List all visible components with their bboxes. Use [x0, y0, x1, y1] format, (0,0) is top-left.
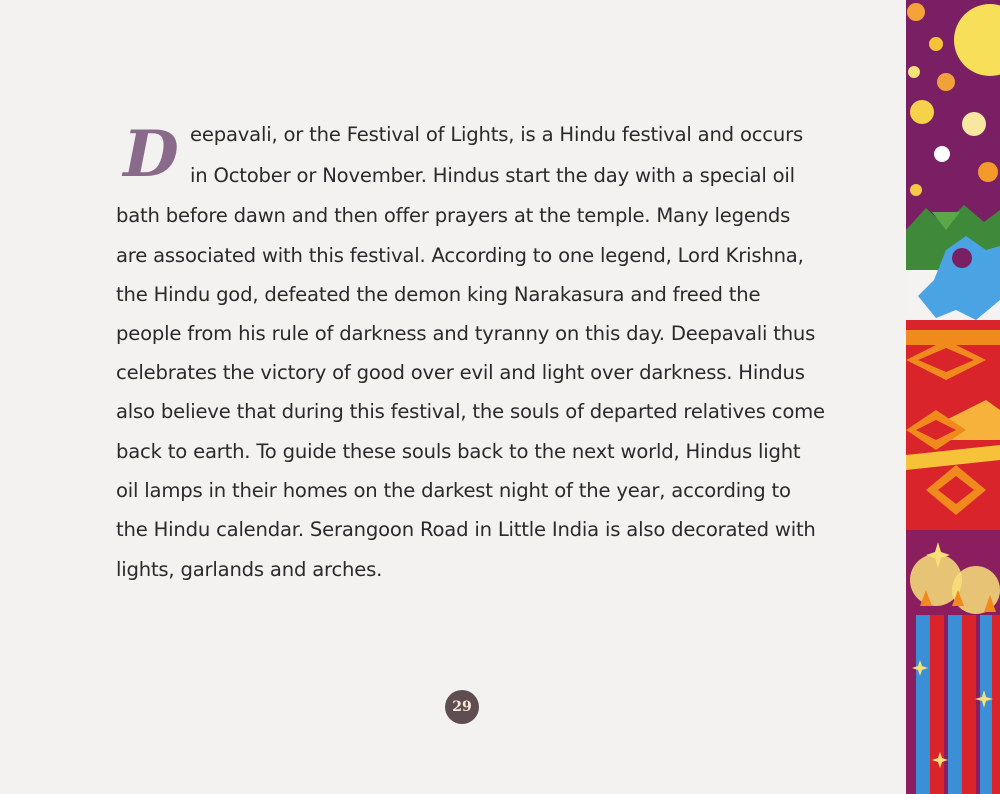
body-text-line: lights, garlands and arches. [116, 558, 383, 581]
body-text-line: oil lamps in their homes on the darkest night of the year, according to [116, 479, 791, 502]
body-text-line: also believe that during this festival, the souls of departed relatives come [116, 400, 825, 423]
body-text-line: back to earth. To guide these souls back to the next world, Hindus light [116, 440, 801, 463]
page-number-badge: 29 [445, 690, 479, 724]
body-text-line: people from his rule of darkness and tyranny on this day. Deepavali thus [116, 322, 816, 345]
festive-border-illustration [906, 0, 1000, 794]
body-text-line: are associated with this festival. According to one legend, Lord Krishna, [116, 244, 804, 267]
body-text-line: the Hindu god, defeated the demon king Narakasura and freed the [116, 283, 761, 306]
drop-cap-letter: D [123, 117, 179, 192]
body-text-line: celebrates the victory of good over evil and light over darkness. Hindus [116, 361, 805, 384]
body-text-line: the Hindu calendar. Serangoon Road in Little India is also decorated with [116, 518, 816, 541]
body-text-line: eepavali, or the Festival of Lights, is a Hindu festival and occurs [190, 123, 803, 146]
body-text-line: in October or November. Hindus start the day with a special oil [190, 164, 795, 187]
body-text-line: bath before dawn and then offer prayers at the temple. Many legends [116, 204, 791, 227]
